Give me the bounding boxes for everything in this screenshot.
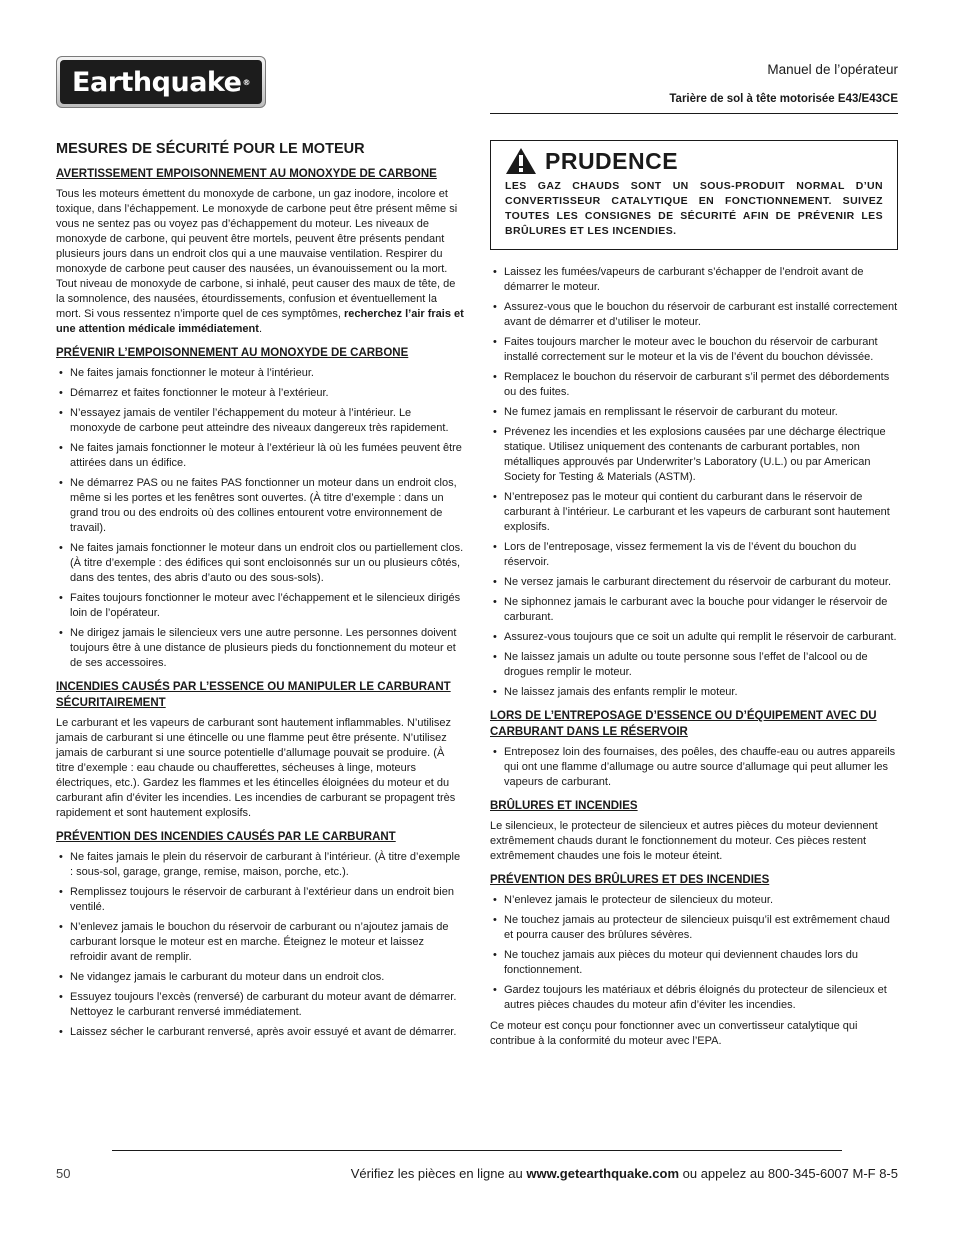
co-warning-emphasis: recherchez l’air frais et une attention médicale immédiatement bbox=[56, 308, 464, 335]
list-item: • Ne touchez jamais au protecteur de silencieux puisqu’il est extrêmement chaud et pourra causer des brûlures sévères. bbox=[490, 913, 898, 943]
fuel-fire-heading: INCENDIES CAUSÉS PAR L’ESSENCE OU MANIPULER LE CARBURANT SÉCURITAIREMENT bbox=[56, 681, 451, 709]
list-item: • Essuyez toujours l’excès (renversé) de carburant du moteur avant de démarrer. Nettoyez le carburant renversé immédiatement. bbox=[56, 990, 464, 1020]
list-item: • Assurez-vous que le bouchon du réservoir de carburant est installé correctement avant de démarrer et d’utiliser le moteur. bbox=[490, 300, 898, 330]
list-item: • Ne vidangez jamais le carburant du moteur dans un endroit clos. bbox=[56, 970, 464, 985]
list-item: • Remplissez toujours le réservoir de carburant à l’extérieur dans un endroit bien ventilé. bbox=[56, 885, 464, 915]
right-column bbox=[490, 140, 898, 1054]
list-item: • Prévenez les incendies et les explosions causées par une décharge électrique statique. Utilisez uniquement des contenants de carburant portables, non métalliques approuvés par Underwriter’s Laboratory (U.L.) ou par American Society for Testing & Materials (ASTM). bbox=[490, 425, 898, 485]
list-item: • Assurez-vous toujours que ce soit un adulte qui remplit le réservoir de carburant. bbox=[490, 630, 898, 645]
storage-heading: LORS DE L’ENTREPOSAGE D’ESSENCE OU D’ÉQUIPEMENT AVEC DU CARBURANT DANS LE RÉSERVOIR bbox=[490, 710, 877, 738]
list-item: • Lors de l’entreposage, vissez fermement la vis de l’évent du bouchon du réservoir. bbox=[490, 540, 898, 570]
list-item: • N’entreposez pas le moteur qui contient du carburant dans le réservoir de carburant à l’intérieur. Le carburant et les vapeurs de carburant sont hautement explosifs. bbox=[490, 490, 898, 535]
logo-text-block bbox=[60, 60, 262, 104]
epa-paragraph: Ce moteur est conçu pour fonctionner avec un convertisseur catalytique qui contribue à la conformité du moteur avec l’EPA. bbox=[490, 1020, 858, 1047]
list-item: • N’enlevez jamais le protecteur de silencieux du moteur. bbox=[490, 893, 898, 908]
co-warning-paragraph bbox=[56, 187, 464, 337]
warning-triangle-icon bbox=[505, 147, 537, 175]
footer-divider bbox=[112, 1150, 842, 1151]
footer-text-before: Vérifiez les pièces en ligne au bbox=[350, 1166, 527, 1181]
list-item: • Ne faites jamais fonctionner le moteur à l’intérieur. bbox=[56, 366, 464, 381]
list-item: • Faites toujours marcher le moteur avec le bouchon du réservoir de carburant installé correctement sur le moteur et la vis de l’évent du bouchon dévissée. bbox=[490, 335, 898, 365]
caution-text: LES GAZ CHAUDS SONT UN SOUS-PRODUIT NORMAL D’UN CONVERTISSEUR CATALYTIQUE EN FONCTIONNEMENT. SUIVEZ TOUTES LES CONSIGNES DE SÉCURITÉ AFIN DE PRÉVENIR LES BRÛLURES ET LES INCENDIES. bbox=[505, 180, 883, 237]
list-item: • Ne siphonnez jamais le carburant avec la bouche pour vidanger le réservoir de carburant. bbox=[490, 595, 898, 625]
prevent-burns-list bbox=[490, 893, 898, 1013]
burns-paragraph: Le silencieux, le protecteur de silencieux et autres pièces du moteur deviennent extrêmement chauds durant le fonctionnement du moteur. Ces pièces restent extrêmement chaudes une fois le moteur éteint. bbox=[490, 820, 878, 862]
prevent-burns-heading: PRÉVENTION DES BRÛLURES ET DES INCENDIES bbox=[490, 874, 770, 886]
logo-registered-mark: ® bbox=[242, 77, 250, 87]
storage-list bbox=[490, 745, 898, 790]
list-item: • Ne faites jamais fonctionner le moteur dans un endroit clos ou partiellement clos. (À titre d’exemple : des édifices qui sont encloisonnés sur un ou plusieurs côtés, dans des tentes, des abris d’auto ou des sous-sols). bbox=[56, 541, 464, 586]
footer-contact bbox=[351, 1166, 898, 1181]
section-title: MESURES DE SÉCURITÉ POUR LE MOTEUR bbox=[56, 141, 365, 157]
co-warning-text: Tous les moteurs émettent du monoxyde de carbone, un gaz inodore, incolore et toxique, dans l’échappement. Le monoxyde de carbone peut être présent même si vous ne sentez pas ou voyez pas d’échappement du moteur. Les niveaux de monoxyde de carbone, qui peuvent être mortels, peuvent être présents pendant plusieurs jours dans un endroit clos qui a une mauvaise ventilation. Respirer du monoxyde de carbone peut causer des nausées, un évanouissement ou la mort. Tout niveau de monoxyde de carbone, si inhalé, peut causer des maux de tête, de la somnolence, des nausées, étourdissements, confusion et éventuellement la mort. Si vous ressentez n’importe quel de ces symptômes, bbox=[56, 188, 458, 320]
list-item: • Ne laissez jamais un adulte ou toute personne sous l’effet de l’alcool ou de drogues remplir le moteur. bbox=[490, 650, 898, 680]
list-item: • Faites toujours fonctionner le moteur avec l’échappement et le silencieux dirigés loin de l’opérateur. bbox=[56, 591, 464, 621]
burns-heading: BRÛLURES ET INCENDIES bbox=[490, 800, 638, 812]
list-item: • Gardez toujours les matériaux et débris éloignés du protecteur de silencieux et autres pièces chaudes du moteur afin d’éviter les incendies. bbox=[490, 983, 898, 1013]
prevent-fuel-fire-heading: PRÉVENTION DES INCENDIES CAUSÉS PAR LE CARBURANT bbox=[56, 831, 396, 843]
prevent-fuel-fire-list bbox=[56, 850, 464, 1040]
list-item: • Ne touchez jamais aux pièces du moteur qui deviennent chaudes lors du fonctionnement. bbox=[490, 948, 898, 978]
list-item: • Entreposez loin des fournaises, des poêles, des chauffe-eau ou autres appareils qui ont une flamme d’allumage ou autre source d’allumage qui peut allumer les vapeurs de carburant. bbox=[490, 745, 898, 790]
list-item: • Laissez sécher le carburant renversé, après avoir essuyé et avant de démarrer. bbox=[56, 1025, 464, 1040]
footer-text-after: ou appelez au 800-345-6007 M-F 8-5 bbox=[679, 1166, 898, 1181]
list-item: • Ne fumez jamais en remplissant le réservoir de carburant du moteur. bbox=[490, 405, 898, 420]
list-item: • Démarrez et faites fonctionner le moteur à l’extérieur. bbox=[56, 386, 464, 401]
list-item: • Laissez les fumées/vapeurs de carburant s’échapper de l’endroit avant de démarrer le moteur. bbox=[490, 265, 898, 295]
list-item: • Ne faites jamais le plein du réservoir de carburant à l’intérieur. (À titre d’exemple : sous-sol, garage, grange, remise, maison, porche, etc.). bbox=[56, 850, 464, 880]
prevent-co-heading: PRÉVENIR L’EMPOISONNEMENT AU MONOXYDE DE CARBONE bbox=[56, 347, 409, 359]
logo-text: Earthquake bbox=[72, 66, 242, 98]
caution-box bbox=[490, 140, 898, 250]
earthquake-logo bbox=[56, 56, 266, 108]
prevent-co-list bbox=[56, 366, 464, 671]
co-warning-heading: AVERTISSEMENT EMPOISONNEMENT AU MONOXYDE DE CARBONE bbox=[56, 168, 437, 180]
left-column bbox=[56, 140, 464, 1046]
fuel-fire-paragraph: Le carburant et les vapeurs de carburant sont hautement inflammables. N’utilisez jamais de carburant si une étincelle ou une flamme peut être présente. N’utilisez jamais de carburant si une source potentielle d’allumage pouvait se produire. (À titre d’exemple : eau chaude ou chaufferettes, sécheuses à linge, moteurs électriques, etc.). Gardez les flammes et les étincelles éloignées du moteur et du carburant afin d’éviter les incendies. Les incendies de carburant se propagent très rapidement et sont hautement explosifs. bbox=[56, 717, 456, 819]
list-item: • Ne démarrez PAS ou ne faites PAS fonctionner un moteur dans un endroit clos, même si les portes et les fenêtres sont ouvertes. (À titre d’exemple : dans un grand trou ou des endroits où des collines entourent votre environnement de travail). bbox=[56, 476, 464, 536]
list-item: • Ne laissez jamais des enfants remplir le moteur. bbox=[490, 685, 898, 700]
caution-header bbox=[505, 147, 883, 175]
footer-url: www.getearthquake.com bbox=[526, 1166, 680, 1181]
list-item: • Ne versez jamais le carburant directement du réservoir de carburant du moteur. bbox=[490, 575, 898, 590]
list-item: • N’enlevez jamais le bouchon du réservoir de carburant ou n’ajoutez jamais de carburant lorsque le moteur est en marche. Éteignez le moteur et laissez refroidir avant de remplir. bbox=[56, 920, 464, 965]
page-number: 50 bbox=[56, 1166, 71, 1181]
list-item: • Ne faites jamais fonctionner le moteur à l’extérieur là où les fumées peuvent être attirées dans un édifice. bbox=[56, 441, 464, 471]
fuel-safety-list bbox=[490, 265, 898, 700]
caution-title: PRUDENCE bbox=[545, 147, 679, 174]
co-warning-end: . bbox=[258, 323, 262, 335]
product-title: Tarière de sol à tête motorisée E43/E43CE bbox=[669, 93, 898, 105]
list-item: • Remplacez le bouchon du réservoir de carburant s’il permet des débordements ou des fuites. bbox=[490, 370, 898, 400]
header-divider bbox=[490, 113, 898, 114]
list-item: • Ne dirigez jamais le silencieux vers une autre personne. Les personnes doivent toujours être à une distance de plusieurs pieds du fonctionnement du moteur et de ses accessoires. bbox=[56, 626, 464, 671]
list-item: • N’essayez jamais de ventiler l’échappement du moteur à l’intérieur. Le monoxyde de carbone peut atteindre des niveaux dangereux très rapidement. bbox=[56, 406, 464, 436]
manual-title: Manuel de l’opérateur bbox=[767, 62, 898, 77]
